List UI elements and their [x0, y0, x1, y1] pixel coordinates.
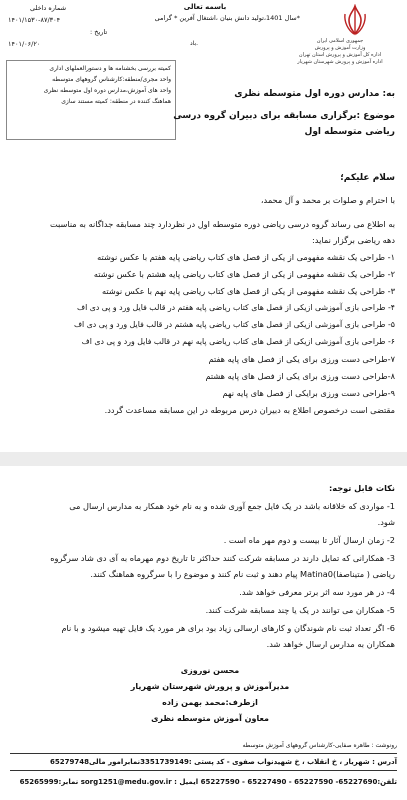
- list-item: ۵- طراحی بازی آموزشی ازیکی از فصل های کتاب ریاضی پایه هشتم در قالب فایل ورد و پی دی اف: [73, 320, 395, 329]
- letter-number-label: شماره داخلی: [30, 4, 67, 12]
- committee-box: [6, 60, 176, 140]
- subject-line-2: ریاضی متوسطه اول: [304, 127, 395, 137]
- committee-line: واحد مجری/منطقه:کارشناس گروههای متوسطه: [52, 76, 171, 83]
- signer-on-behalf: ازطرف:محمد بهمن زاده: [162, 698, 258, 707]
- iran-emblem-icon: [340, 4, 370, 36]
- list-item: ۳- طراحی یک نقشه مفهومی از یکی از فصل های کتاب ریاضی پایه نهم با عکس نوشته: [101, 286, 395, 296]
- note-line: ریاضی ( متیناصفا)Matina0 پیام دهند و ثبت نام کنند و موضوع را با سرگروه هماهنگ کنند.: [90, 569, 395, 579]
- committee-line: واحد های آموزش،مدارس دوره اول متوسطه نظری: [43, 87, 171, 94]
- note-line: همکاران به مدارس ارسال خواهد شد.: [266, 639, 395, 649]
- note-line: 4- در هر مورد سه اثر برتر معرفی خواهد شد.: [239, 587, 395, 597]
- list-item: ۹-طراحی دست ورزی برایکی از فصل های پایه نهم: [222, 388, 395, 398]
- phone-line: تلفن:65227690- 65227590 - 65227490 - 65227590 ایمیل : sorg1251@medu.gov.ir نمابر:65265999: [19, 778, 397, 786]
- recipient: به: مدارس دوره اول متوسطه نظری: [234, 89, 395, 99]
- footer-divider: [10, 770, 397, 771]
- signer-role: معاون آموزش متوسطه نظری: [151, 714, 269, 723]
- intro-line-2: دهه ریاضی برگزار نماید:: [312, 235, 395, 245]
- note-line: 3- همکارانی که تمایل دارند در مسابقه شرکت کنند حداکثر تا تاریخ دوم مهرماه به آی دی شاد سرگروه: [50, 553, 395, 563]
- subject-line-1: موضوع :برگزاری مسابقه برای دبیران گروه درسی: [173, 111, 395, 121]
- list-item: ۶- طراحی بازی آموزشی ازیکی از فصل های کتاب ریاضی پایه نهم در قالب فایل ورد و پی دی اف: [81, 337, 395, 346]
- letter-date: ۱۴۰۱/۰۶/۲۰: [8, 40, 41, 48]
- date-label: تاریخ :: [90, 28, 108, 36]
- closing-text: مقتضی است درخصوص اطلاع به دبیران درس مربوطه در این مسابقه مساعدت گردد.: [104, 405, 395, 415]
- salutation: با احترام و صلوات بر محمد و آل محمد،: [260, 195, 395, 205]
- note-line: 1- مواردی که خلاقانه باشد در یک فایل جمع آوری شده و به نام خود همکار به مدارس ارسال می: [69, 501, 395, 511]
- greeting: سلام علیکم؛: [340, 173, 395, 183]
- letter-page-2: [0, 466, 407, 800]
- motto-end: باد.: [190, 40, 199, 47]
- footer-divider: [10, 753, 397, 754]
- note-line: 5- همکاران می توانند در یک یا چند مسابقه شرکت کنند.: [205, 605, 395, 615]
- intro-line-1: به اطلاع می رساند گروه درسی ریاضی دوره متوسطه اول در نظردارد چند مسابقه جداگانه به مناسبت: [49, 219, 395, 229]
- committee-line: کمیته بررسی بخشنامه ها و دستورالعملهای اداری: [49, 65, 171, 72]
- list-item: ۷-طراحی دست ورزی برای یکی از فصل های پایه هفتم: [208, 354, 395, 364]
- signer-title: مدیرآموزش و پرورش شهرستان شهریار: [130, 682, 290, 691]
- cc-line: رونوشت : طاهره صفایی-کارشناس گروههای آموزش متوسطه: [242, 742, 397, 749]
- list-item: ۸-طراحی دست ورزی برای یکی از فصل های پایه هشتم: [205, 371, 395, 381]
- list-item: ۱- طراحی یک نقشه مفهومی از یکی از فصل های کتاب ریاضی پایه هفتم با عکس نوشته: [97, 252, 395, 262]
- org-name: جمهوری اسلامی ایران وزارت آموزش و پرورش اداره کل آموزش و پرورش استان تهران اداره آموزش و پرورش شهرستان شهریار: [297, 38, 383, 65]
- year-motto: *سال 1401،تولید دانش بنیان ،اشتغال آفرین * گرامی: [154, 14, 300, 22]
- letter-number: ۱۴۰۱/۱۵۳۰-۸۷/۳۰۴: [8, 16, 61, 24]
- committee-line: هماهنگ کننده در منطقه: کمیته مستند سازی: [61, 98, 171, 105]
- list-item: ۲- طراحی یک نقشه مفهومی از یکی از فصل های کتاب ریاضی پایه هشتم با عکس نوشته: [93, 269, 395, 279]
- signer-name: محسن نوروزی: [180, 666, 240, 675]
- basmala: باسمه تعالی: [183, 3, 227, 11]
- note-line: 6- اگر تعداد ثبت نام شوندگان و کارهای ارسالی زیاد بود برای هر مورد یک فایل تهیه میشود و با نام: [61, 623, 395, 633]
- list-item: ۴- طراحی بازی آموزشی ازیکی از فصل های کتاب ریاضی پایه هفتم در قالب فایل ورد و پی دی اف: [76, 303, 395, 312]
- note-line: 2- زمان ارسال آثار تا بیست و دوم مهر ماه است .: [223, 535, 395, 545]
- notes-title: نکات قابل توجه:: [328, 483, 395, 493]
- address-line: آدرس : شهریار ، خ انقلاب ، خ شهیدنواب صفوی - کد پستی :3351739149نمابرامور مالی65279748: [50, 758, 397, 766]
- note-line: شود.: [377, 517, 395, 527]
